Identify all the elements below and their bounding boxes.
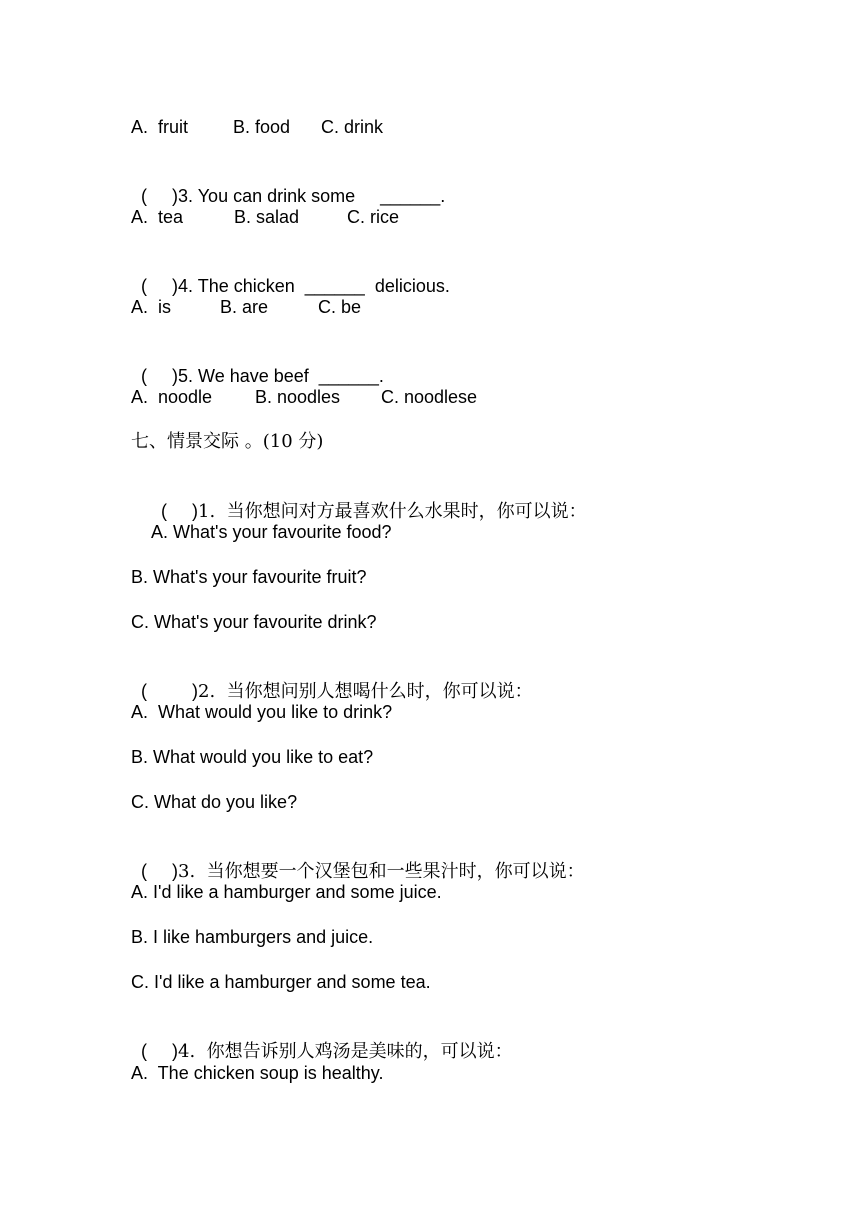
s7-q2-text: 2. 当你想问别人想喝什么时，你可以说： [198, 681, 533, 702]
q5-options [131, 385, 581, 409]
s7-q2-answer-blank: ( ) [141, 681, 199, 701]
q5-option-c: C. noodlese [381, 387, 478, 407]
s7-q4-text: 4. 你想告诉别人鸡汤是美味的，可以说： [178, 1041, 513, 1062]
s7-q4-answer-blank: ( ) [141, 1041, 179, 1061]
q3-answer-blank: ( ) [141, 186, 179, 206]
q2-option-a: A. fruit [131, 117, 189, 137]
q4-option-b: B. are [220, 297, 269, 317]
q2-option-c: C. drink [321, 117, 384, 137]
q3-option-c: C. rice [347, 207, 400, 227]
s7-q3-text: 3. 当你想要一个汉堡包和一些果汁时，你可以说： [178, 861, 585, 882]
s7-q1-option-c: C. What's your favourite drink? [131, 612, 377, 632]
q4-options [131, 295, 531, 319]
q2-options [131, 115, 531, 139]
q3-options [131, 205, 531, 229]
section-7-title: 七、情景交际 。(10 分) [131, 431, 324, 452]
q4-stem [131, 250, 450, 298]
q5-answer-blank: ( ) [141, 366, 179, 386]
s7-q4-stem [131, 1015, 513, 1064]
s7-q3-answer-blank: ( ) [141, 861, 179, 881]
s7-q1-answer-blank: ( ) [161, 501, 199, 521]
q3-option-b: B. salad [234, 207, 300, 227]
q5-option-b: B. noodles [255, 387, 341, 407]
q5-stem [131, 340, 384, 388]
q4-option-c: C. be [318, 297, 362, 317]
q4-text: 4. The chicken ______ delicious. [178, 276, 450, 296]
s7-q2-option-c: C. What do you like? [131, 792, 298, 812]
s7-q3-option-a: A. I'd like a hamburger and some juice. [131, 882, 442, 902]
s7-q2-option-a: A. What would you like to drink? [131, 702, 393, 722]
s7-q1-stem [151, 475, 587, 524]
s7-q3-stem [131, 835, 585, 884]
q3-option-a: A. tea [131, 207, 184, 227]
q3-stem [131, 160, 445, 208]
s7-q1-text: 1. 当你想问对方最喜欢什么水果时，你可以说： [198, 501, 587, 522]
s7-q3-option-c: C. I'd like a hamburger and some tea. [131, 972, 431, 992]
q3-text: 3. You can drink some ______. [178, 186, 446, 206]
q4-option-a: A. is [131, 297, 172, 317]
s7-q1-option-a: A. What's your favourite food? [151, 522, 392, 542]
s7-q2-stem [131, 655, 533, 704]
q4-answer-blank: ( ) [141, 276, 179, 296]
s7-q3-option-b: B. I like hamburgers and juice. [131, 927, 374, 947]
q2-option-b: B. food [233, 117, 291, 137]
s7-q1-option-b: B. What's your favourite fruit? [131, 567, 367, 587]
q5-text: 5. We have beef ______. [178, 366, 384, 386]
s7-q2-option-b: B. What would you like to eat? [131, 747, 374, 767]
s7-q4-option-a: A. The chicken soup is healthy. [131, 1063, 384, 1083]
q5-option-a: A. noodle [131, 387, 213, 407]
